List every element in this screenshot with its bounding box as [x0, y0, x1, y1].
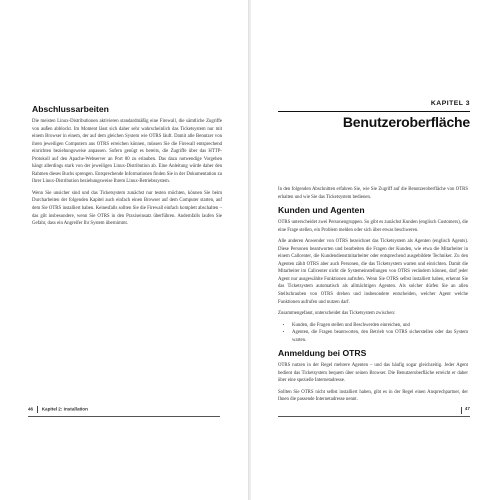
paragraph: OTRS nutzen in der Regel mehrere Agenten – und das häufig sogar gleichzeitig. Jeder Agent bedient das Ticketsystem bequem über seinen Browser. Die Benutzeroberfläche erreicht er daher über eine spezielle Internetadresse. — [278, 363, 468, 384]
list-item: • Agenten, die Fragen beantworten, den Betrieb von OTRS sicherstellen oder das System warten. — [292, 329, 468, 344]
section-heading-kunden-und-agenten: Kunden und Agenten — [278, 205, 365, 216]
paragraph: Zusammengefasst, unterscheidet das Ticketsystem zwischen: — [278, 311, 396, 317]
paragraph: Alle anderen Anwender von OTRS bezeichnet das Ticketsystem als Agenten (englisch Agents). Diese Personen beantworten und bearbeiten die Fragen der Kunden, wie etwa die Mitarbeiter in einem Callcenter, die Kundendienstmitarbeiter oder entsprechend ausgebildete Techniker. Zu den Agenten zählt OTRS aber auch Personen, die das Ticketsystem warten und einrichten. Damit die Mitarbeiter im Callcenter nicht die Systemeinstellungen von OTRS verändern können, darf jeder Agent nur ausgewählte Funktionen aufrufen. Wenn Sie OTRS selbst installiert haben, erkennt Sie das Ticketsystem automatisch als allmächtigen Agenten. Als solcher dürfen Sie an allen Stellschrauben von OTRS drehen und insbesondere entscheiden, welcher Agent welche Funktionen aufrufen und nutzen darf. — [278, 239, 468, 305]
bullet-list — [278, 322, 468, 345]
chapter-label: KAPITEL 3 — [430, 100, 470, 107]
intro-paragraph: In den folgenden Abschnitten erfahren Sie, wie Sie Zugriff auf die Benutzeroberfläche von OTRS erhalten und wie Sie das Ticketsystem bedienen. — [278, 187, 468, 200]
paragraph: OTRS unterscheidet zwei Personengruppen. So gibt es zunächst Kunden (englisch Customers), die eine Frage stellen, ein Problem melden oder sich über etwas beschweren. — [278, 220, 468, 233]
chapter-title: Benutzeroberfläche — [342, 114, 470, 130]
section-heading-anmeldung-bei-otrs: Anmeldung bei OTRS — [278, 348, 367, 359]
page-number: 47 — [464, 406, 470, 411]
right-page-content — [278, 186, 468, 408]
left-page-content — [32, 104, 222, 232]
running-chapter-title: Kapitel 2: Installation — [41, 406, 88, 412]
section-heading-abschlussarbeiten: Abschlussarbeiten — [32, 104, 109, 114]
paragraph: Die meisten Linux-Distributionen aktivieren standardmäßig eine Firewall, die sämtliche Zugriffe von außen abblockt. Im Moment lässt sich daher sehr wahrscheinlich das Ticketsystem nur mit einem Browser in einem, der auf dem gleichen System wie OTRS läuft. Damit alle Benutzer von ihren jeweiligen Computern aus OTRS erreichen können, müssen Sie die Firewall entsprechend einrichten beziehungsweise anpassen. Sofern genügt es bereits, die Zugriffe über das HTTP-Protokoll auf den Apache-Webserver an Port 80 zu erlauben. Das dazu notwendige Vorgehen hängt allerdings stark von der jeweiligen Linux-Distribution ab. Eine Anleitung würde daher den Rahmen dieses Buchs sprengen. Entsprechende Informationen finden Sie in der Dokumentation zu Ihrer Linux-Distribution beziehungsweise Ihrem Linux-Betriebssystem. — [32, 119, 222, 185]
footer-separator — [461, 407, 462, 414]
footer-separator — [37, 406, 38, 413]
chapter-rule — [278, 111, 470, 112]
left-page-footer — [28, 406, 220, 417]
right-page — [251, 0, 500, 500]
list-item: • Kunden, die Fragen stellen und Beschwerden einreichen, und — [292, 322, 468, 330]
paragraph: Sollten Sie OTRS nicht selbst installiert haben, gibt es in der Regel einen Ansprechpartner, der Ihnen die passende Internetadresse nennt. — [278, 389, 468, 403]
right-page-footer — [278, 406, 470, 417]
left-page — [0, 0, 249, 500]
page-number: 46 — [28, 406, 34, 412]
paragraph: Wenn Sie unsicher sind und das Ticketsystem zunächst nur testen möchten, können Sie beim Durcharbeiten der folgenden Kapitel auch einfach einen Browser auf dem Computer starten, auf dem Sie OTRS installiert haben. Keinesfalls sollten Sie die Firewall einfach komplett abschalten – das gilt insbesondere, wenn Sie OTRS in den Praxiseinsatz überführen. Andernfalls laufen Sie Gefahr, dass ein Angreifer Ihr System übernimmt. — [32, 190, 222, 227]
